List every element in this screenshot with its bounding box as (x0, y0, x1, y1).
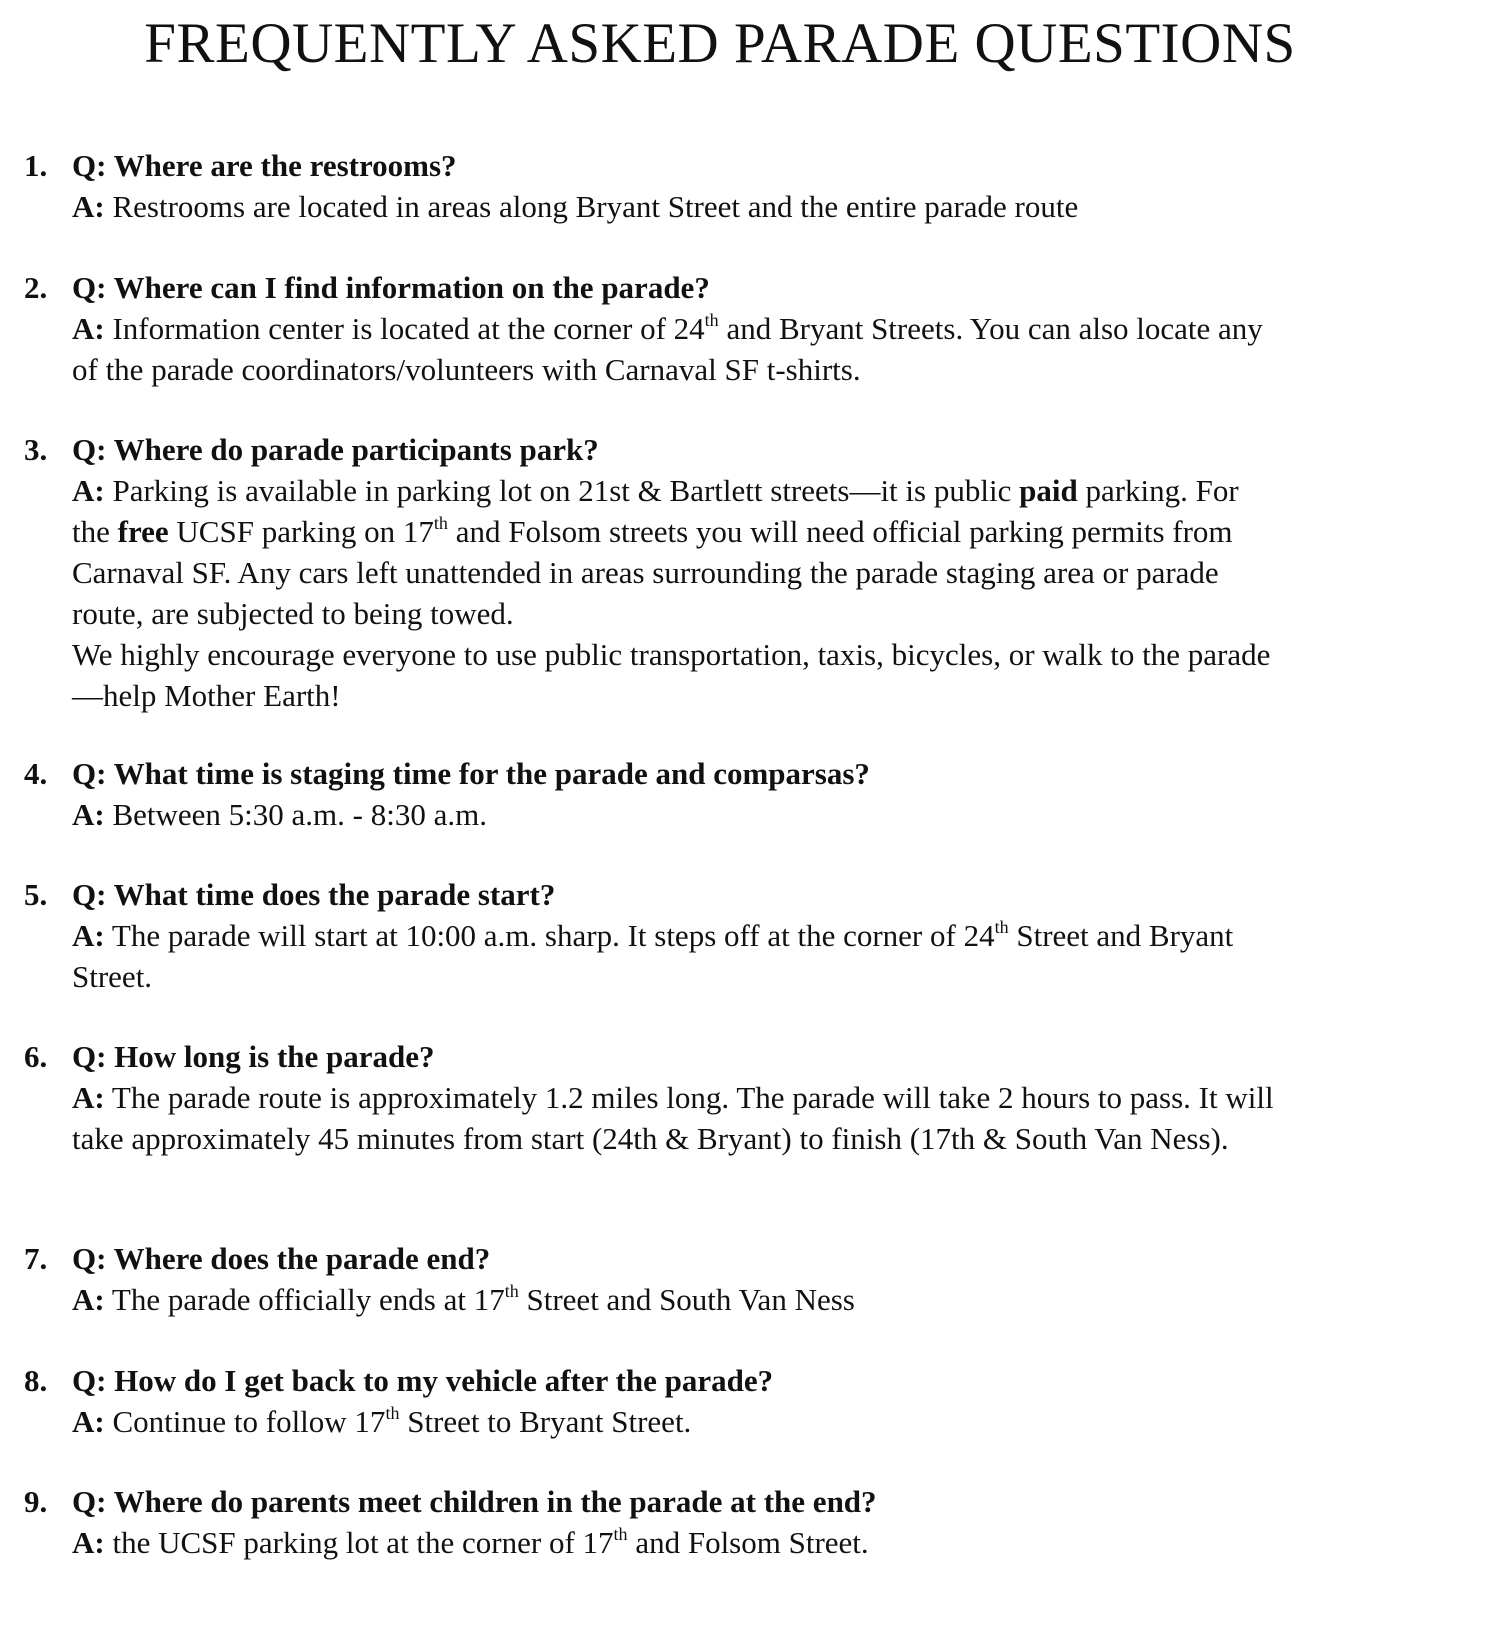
answer-text: The parade route is approximately 1.2 miles long. The parade will take 2 hours to pass. It will take approximately 45 minutes from start (24th & Bryant) to finish (17th & South Van Ness). (72, 1080, 1274, 1156)
answer-text: and Bryant Streets. You can also locate any of the parade coordinators/volunteers with Carnaval SF t-shirts. (72, 311, 1263, 387)
answer-label: A: (72, 473, 105, 508)
faq-item-3 (24, 429, 1444, 716)
faq-item-1 (24, 145, 1444, 227)
answer-text: parking. For the (72, 473, 1239, 549)
faq-question: Q: How long is the parade? (72, 1039, 435, 1074)
faq-item-2 (24, 267, 1444, 390)
faq-number: 2. (24, 270, 48, 305)
faq-answer (72, 308, 1292, 390)
faq-answer (72, 1401, 1444, 1442)
answer-text: The parade officially ends at 17 (111, 1282, 505, 1317)
faq-item-6 (24, 1036, 1444, 1159)
answer-label: A: (72, 1525, 105, 1560)
ordinal-suffix: th (704, 310, 719, 330)
page-title: FREQUENTLY ASKED PARADE QUESTIONS (144, 12, 1296, 75)
emphasis-paid: paid (1019, 473, 1078, 508)
faq-item-5 (24, 874, 1444, 997)
answer-text: Parking is available in parking lot on 21st & Bartlett streets—it is public (112, 473, 1020, 508)
answer-label: A: (72, 1282, 105, 1317)
answer-text: Information center is located at the corner of 24 (112, 311, 705, 346)
faq-answer (72, 915, 1302, 997)
ordinal-suffix: th (504, 1281, 519, 1301)
answer-text: and Folsom streets you will need official parking permits from Carnaval SF. Any cars left unattended in areas surrounding the parade staging area or parade route, are subjected to being towed. (72, 514, 1233, 631)
answer-text: Street and Bryant Street. (72, 918, 1234, 994)
ordinal-suffix: th (613, 1524, 628, 1544)
faq-answer (72, 794, 1444, 835)
faq-number: 3. (24, 432, 48, 467)
faq-number: 8. (24, 1363, 48, 1398)
faq-question: Q: Where are the restrooms? (72, 148, 457, 183)
faq-number: 9. (24, 1484, 48, 1519)
faq-question: Q: What time is staging time for the parade and comparsas? (72, 756, 870, 791)
answer-label: A: (72, 1404, 105, 1439)
faq-question: Q: Where do parade participants park? (72, 432, 599, 467)
faq-number: 5. (24, 877, 48, 912)
answer-text: Street and South Van Ness (518, 1282, 855, 1317)
answer-label: A: (72, 797, 105, 832)
answer-text: Street to Bryant Street. (399, 1404, 692, 1439)
faq-question: Q: Where can I find information on the parade? (72, 270, 710, 305)
faq-item-4 (24, 753, 1444, 835)
answer-text: Continue to follow 17 (112, 1404, 386, 1439)
answer-text: Between 5:30 a.m. - 8:30 a.m. (112, 797, 487, 832)
faq-question: Q: Where do parents meet children in the parade at the end? (72, 1484, 877, 1519)
answer-label: A: (72, 1080, 105, 1115)
faq-question: Q: Where does the parade end? (72, 1241, 491, 1276)
faq-answer (72, 1077, 1312, 1159)
faq-answer-continued: We highly encourage everyone to use public transportation, taxis, bicycles, or walk to the parade—help Mother Earth! (72, 637, 1271, 713)
ordinal-suffix: th (994, 917, 1009, 937)
emphasis-free: free (117, 514, 169, 549)
faq-item-8 (24, 1360, 1444, 1442)
faq-answer (72, 1279, 1444, 1320)
faq-question: Q: What time does the parade start? (72, 877, 556, 912)
faq-number: 7. (24, 1241, 48, 1276)
faq-number: 4. (24, 756, 48, 791)
answer-text: the UCSF parking lot at the corner of 17 (112, 1525, 614, 1560)
answer-text: The parade will start at 10:00 a.m. sharp. It steps off at the corner of 24 (111, 918, 995, 953)
ordinal-suffix: th (433, 513, 448, 533)
faq-answer (72, 1522, 1444, 1563)
answer-text: Restrooms are located in areas along Bryant Street and the entire parade route (112, 189, 1079, 224)
ordinal-suffix: th (385, 1403, 400, 1423)
faq-question: Q: How do I get back to my vehicle after the parade? (72, 1363, 774, 1398)
faq-number: 1. (24, 148, 48, 183)
faq-item-7 (24, 1238, 1444, 1320)
answer-text: and Folsom Street. (627, 1525, 869, 1560)
answer-label: A: (72, 311, 105, 346)
faq-answer (72, 186, 1444, 227)
answer-text: UCSF parking on 17 (168, 514, 434, 549)
answer-label: A: (72, 918, 105, 953)
answer-label: A: (72, 189, 105, 224)
faq-item-9 (24, 1481, 1444, 1563)
faq-answer (72, 470, 1282, 634)
faq-number: 6. (24, 1039, 48, 1074)
